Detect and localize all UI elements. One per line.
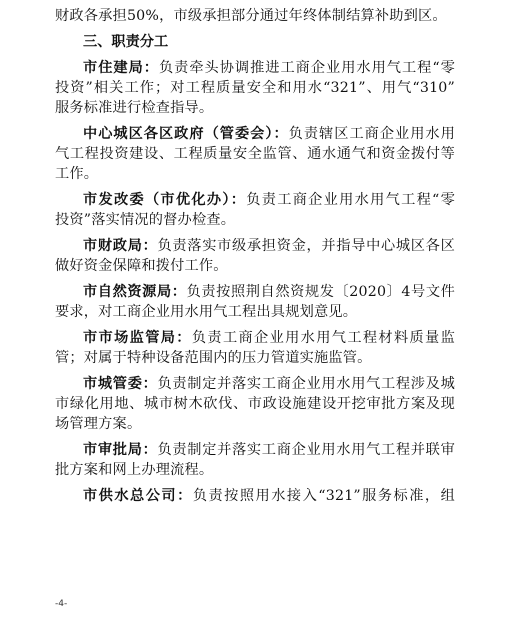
paragraph-water-supply-company <box>55 486 455 506</box>
paragraph-line <box>55 282 455 302</box>
paragraph-head: 市审批局： <box>83 442 158 458</box>
paragraph-line: 做好资金保障和拨付工作。 <box>55 258 228 274</box>
paragraph-head: 市发改委（市优化办）： <box>83 192 247 208</box>
paragraph-line: 投资”落实情况的督办检查。 <box>55 212 236 228</box>
paragraph-urban-management-commission <box>55 374 455 434</box>
paragraph-head: 市自然资源局： <box>83 284 187 300</box>
paragraph-line: 气工程投资建设、工程质量安全监管、通水通气和资金拨付等 <box>55 146 455 162</box>
paragraph-line: 市绿化用地、城市树木砍伐、市政设施建设开挖审批方案及现 <box>55 396 455 412</box>
paragraph-head: 市城管委： <box>83 376 158 392</box>
document-page <box>55 0 455 506</box>
paragraph-text: 负责落实市级承担资金，并指导中心城区各区 <box>157 238 455 254</box>
paragraph-line <box>55 124 455 144</box>
paragraph-line <box>55 328 455 348</box>
paragraph-approval-bureau <box>55 440 455 480</box>
paragraph-head: 市住建局： <box>83 60 159 76</box>
paragraph-line: 工作。 <box>55 166 99 182</box>
paragraph-text: 负责制定并落实工商企业用水用气工程并联审 <box>157 442 455 458</box>
paragraph-text: 负责按照荆自然资规发〔2020〕4号文件 <box>186 284 455 300</box>
paragraph-text: 负责工商企业用水用气工程“零 <box>246 192 455 208</box>
paragraph-line: 批方案和网上办理流程。 <box>55 462 214 478</box>
paragraph-district-governments <box>55 124 455 184</box>
paragraph-line <box>55 58 455 78</box>
paragraph-line: 场管理方案。 <box>55 416 142 432</box>
paragraph-development-commission <box>55 190 455 230</box>
paragraph-line <box>55 374 455 394</box>
paragraph-line: 要求，对工商企业用水用气工程出具规划意见。 <box>55 304 358 320</box>
paragraph-text: 负责辖区工商企业用水用 <box>288 126 456 142</box>
paragraph-natural-resources-bureau <box>55 282 455 322</box>
paragraph-text: 负责制定并落实工商企业用水用气工程涉及城 <box>157 376 455 392</box>
paragraph-line: 投资”相关工作；对工程质量安全和用水“321”、用气“310” <box>55 80 455 96</box>
paragraph-line: 管；对属于特种设备范围内的压力管道实施监管。 <box>55 350 372 366</box>
paragraph-head: 市供水总公司： <box>83 488 193 504</box>
paragraph-market-supervision-bureau <box>55 328 455 368</box>
paragraph-housing-bureau <box>55 58 455 118</box>
paragraph-finance-bureau <box>55 236 455 276</box>
paragraph-line: 服务标准进行检查指导。 <box>55 100 214 116</box>
paragraph-text: 负责牵头协调推进工商企业用水用气工程“零 <box>158 60 455 76</box>
paragraph-text: 负责工商企业用水用气工程材料质量监 <box>191 330 455 346</box>
intro-line: 财政各承担50%，市级承担部分通过年终体制结算补助到区。 <box>55 8 447 24</box>
paragraph-line <box>55 440 455 460</box>
paragraph-head: 中心城区各区政府（管委会）： <box>83 126 289 142</box>
paragraph-line <box>55 486 455 506</box>
page-number: -4- <box>55 599 68 609</box>
paragraph-head: 市市场监管局： <box>83 330 192 346</box>
section-title: 三、职责分工 <box>83 34 169 50</box>
paragraph-line <box>55 236 455 256</box>
paragraph-line <box>55 190 455 210</box>
paragraph-head: 市财政局： <box>83 238 158 254</box>
paragraph-text: 负责按照用水接入“321”服务标准，组 <box>192 488 456 504</box>
